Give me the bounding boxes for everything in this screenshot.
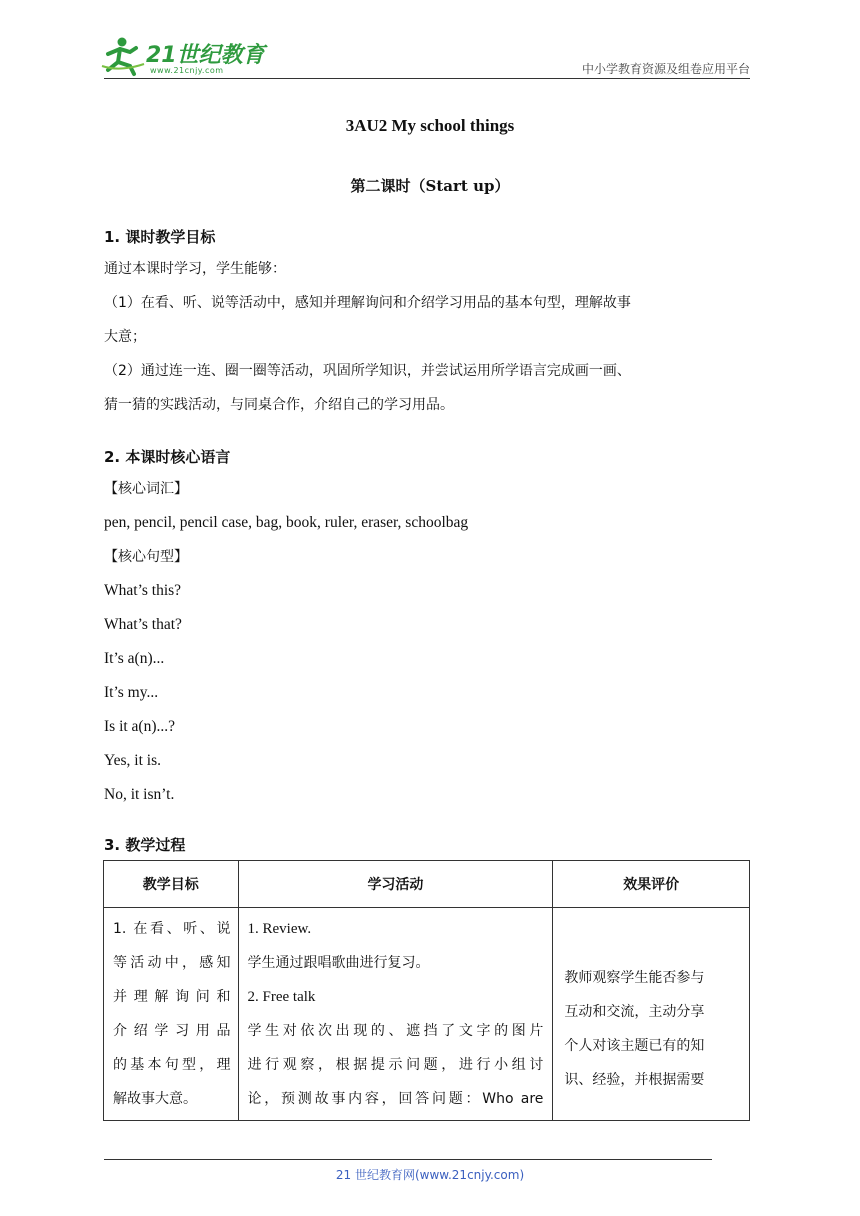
evaluation-line: 互动和交流，主动分享 bbox=[564, 1004, 705, 1020]
goal2-line2: 猜一猜的实践活动，与同桌合作，介绍自己的学习用品。 bbox=[104, 397, 454, 413]
goal1-line1: （1）在看、听、说等活动中，感知并理解询问和介绍学习用品的基本句型，理解故事 bbox=[104, 295, 631, 311]
page-subtitle: 第二课时（Start up） bbox=[350, 177, 510, 195]
goal-line: 等活动中，感知 bbox=[113, 955, 231, 971]
goal2-line1: （2）通过连一连、圈一圈等活动，巩固所学知识，并尝试运用所学语言完成画一画、 bbox=[104, 363, 631, 379]
goal-line: 1. 在看、听、说 bbox=[113, 921, 231, 937]
goal-cell bbox=[104, 908, 239, 1121]
header-goal: 教学目标 bbox=[104, 861, 239, 908]
vocab-list: pen, pencil, pencil case, bag, book, ruler, eraser, schoolbag bbox=[104, 514, 469, 531]
section1-heading: 1. 课时教学目标 bbox=[104, 228, 216, 246]
page-title: 3AU2 My school things bbox=[345, 116, 515, 135]
goal-line: 介绍学习用品 bbox=[113, 1023, 231, 1039]
vocab-label: 【核心词汇】 bbox=[104, 481, 188, 497]
goal-line: 的基本句型，理 bbox=[113, 1057, 231, 1073]
activity-line: 2. Free talk bbox=[247, 989, 316, 1005]
header-divider bbox=[104, 78, 750, 79]
activity-line: 论，预测故事内容，回答问题：Who are bbox=[247, 1091, 544, 1107]
evaluation-cell bbox=[553, 908, 750, 1121]
logo bbox=[100, 36, 270, 78]
sentence-label: 【核心句型】 bbox=[104, 549, 188, 565]
footer-divider bbox=[104, 1159, 712, 1160]
sentence-item: Yes, it is. bbox=[104, 752, 162, 769]
goal-line: 并理解询问和 bbox=[113, 989, 231, 1005]
table-header-row bbox=[104, 861, 750, 908]
evaluation-line: 个人对该主题已有的知 bbox=[564, 1038, 705, 1054]
evaluation-line: 教师观察学生能否参与 bbox=[564, 970, 705, 986]
table-row bbox=[104, 908, 750, 1121]
section3-heading: 3. 教学过程 bbox=[104, 836, 186, 854]
sentence-item: What’s this? bbox=[104, 582, 182, 599]
activity-line: 1. Review. bbox=[247, 921, 312, 937]
goal1-line2: 大意； bbox=[104, 329, 146, 345]
sentence-item: No, it isn’t. bbox=[104, 786, 175, 803]
sentence-item: It’s my... bbox=[104, 684, 159, 701]
teaching-process-table bbox=[103, 860, 750, 1121]
activity-cell bbox=[238, 908, 553, 1121]
sentence-item: It’s a(n)... bbox=[104, 650, 165, 667]
section2-heading: 2. 本课时核心语言 bbox=[104, 448, 231, 466]
logo-text: 21世纪教育 bbox=[146, 43, 265, 68]
logo-url: www.21cnjy.com bbox=[150, 66, 224, 75]
section1-intro: 通过本课时学习，学生能够： bbox=[104, 261, 286, 277]
sentence-item: What’s that? bbox=[104, 616, 182, 633]
activity-line: 学生对依次出现的、遮挡了文字的图片 bbox=[247, 1023, 544, 1039]
goal-line: 解故事大意。 bbox=[113, 1091, 197, 1107]
header-activity: 学习活动 bbox=[238, 861, 553, 908]
activity-line: 进行观察，根据提示问题，进行小组讨 bbox=[247, 1057, 544, 1073]
platform-name: 中小学教育资源及组卷应用平台 bbox=[581, 62, 750, 76]
footer-link[interactable]: 21 世纪教育网(www.21cnjy.com) bbox=[335, 1168, 525, 1182]
sentence-item: Is it a(n)...? bbox=[104, 718, 176, 735]
activity-line: 学生通过跟唱歌曲进行复习。 bbox=[247, 955, 430, 971]
evaluation-line: 识、经验，并根据需要 bbox=[564, 1072, 705, 1088]
header-evaluation: 效果评价 bbox=[553, 861, 750, 908]
